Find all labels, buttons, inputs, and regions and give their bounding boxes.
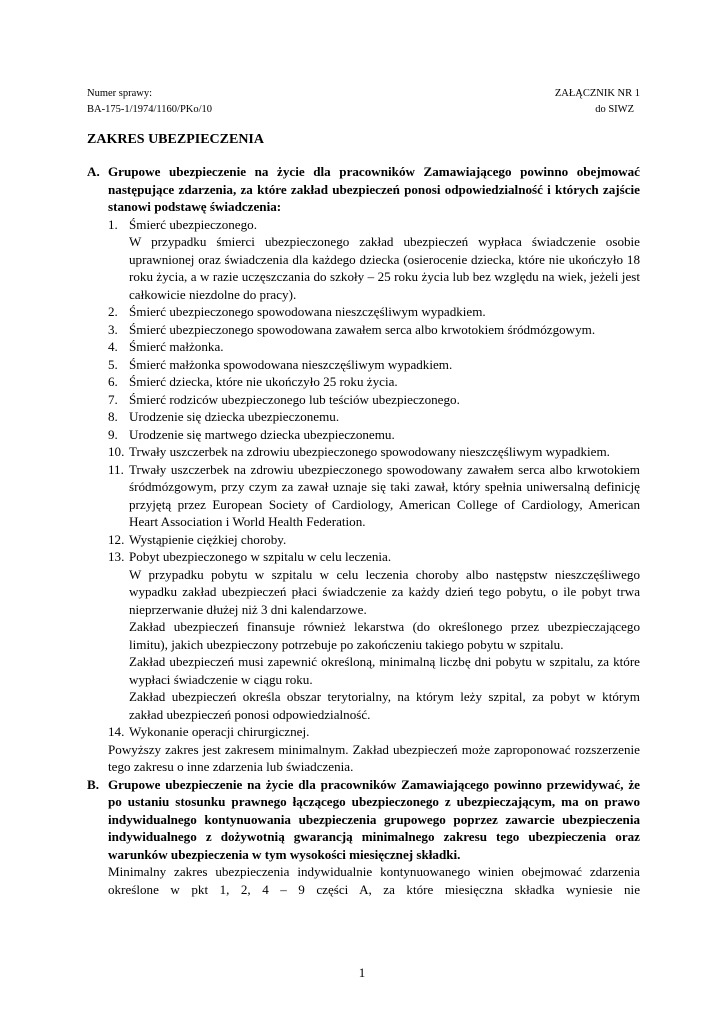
section-a-label: A. [87, 164, 100, 179]
list-item: 5. Śmierć małżonka spowodowana nieszczęśliwym wypadkiem. [108, 356, 453, 372]
list-item: 13. Pobyt ubezpieczonego w szpitalu w celu leczenia. W przypadku pobytu w szpitalu w celu leczenia choroby albo następstw nieszczęśliwego wypadku zakład ubezpieczeń płaci świadczenie za każdy dzień tego pobytu, o ile pobyt trwa nieprzerwanie dłużej niż 3 dni kalendarzowe. Zakład ubezpieczeń finansuje również lekarstwa (do określonego przez ubezpieczającego limitu), jakich ubezpieczony potrzebuje po zakończeniu takiego pobytu w szpitalu. Zakład ubezpieczeń musi zapewnić określoną, minimalną liczbę dni pobytu w szpitalu, za które wypłaci świadczenie w ciągu roku. Zakład ubezpieczeń określa obszar terytorialny, na którym leży szpital, za pobyt w którym zakład ubezpieczeń ponosi odpowiedzialność. [108, 549, 640, 722]
section-a [87, 163, 640, 776]
list-item: 11. Trwały uszczerbek na zdrowiu ubezpieczonego spowodowany zawałem serca albo krwotokiem śródmózgowym, przy czym za zawał uznaje się taki zawał, który spełnia uniwersalną definicję przyjętą przez European Society of Cardiology, American College of Cardiology, American Heart Association i World Health Federation. [108, 461, 640, 529]
list-item: 8. Urodzenie się dziecka ubezpieczonemu. [108, 409, 340, 424]
section-b-paragraph: Minimalny zakres ubezpieczenia indywidualnie kontynuowanego winien obejmować zdarzenia określone w pkt 1, 2, 4 – 9 części A, za które miesięczna składka wyniesie nie [108, 864, 640, 897]
list-item: 7. Śmierć rodziców ubezpieczonego lub teściów ubezpieczonego. [108, 391, 460, 407]
attachment-ref: do SIWZ [595, 104, 634, 115]
section-b-label: B. [87, 776, 100, 792]
list-item: 10. Trwały uszczerbek na zdrowiu ubezpieczonego spowodowany nieszczęśliwym wypadkiem. [108, 444, 610, 459]
list-item: 9. Urodzenie się martwego dziecka ubezpieczonemu. [108, 426, 395, 442]
list-item: 14. Wykonanie operacji chirurgicznej. [108, 724, 310, 739]
page-title: ZAKRES UBEZPIECZENIA [87, 132, 264, 147]
section-b [87, 776, 640, 899]
document-body [87, 163, 640, 898]
page-number: 1 [358, 965, 366, 980]
attachment-number: ZAŁĄCZNIK NR 1 [554, 88, 640, 99]
section-a-heading: Grupowe ubezpieczenie na życie dla pracowników Zamawiającego powinno obejmować następujące zdarzenia, za które zakład ubezpieczeń ponosi odpowiedzialność i których zajście stanowi podstawę świadczenia: [108, 164, 640, 214]
list-item: 1. Śmierć ubezpieczonego. W przypadku śmierci ubezpieczonego zakład ubezpieczeń wypłaca świadczenie osobie uprawnionej oraz świadczenia dla każdego dziecka (osierocenie dziecka, które nie ukończyło 18 roku życia, a w razie uczęszczania do szkoły – 25 roku życia lub bez względu na wiek, jeżeli jest całkowicie niezdolne do pracy). [108, 216, 640, 302]
section-b-heading: Grupowe ubezpieczenie na życie dla pracowników Zamawiającego powinno przewidywać, że po ustaniu stosunku prawnego łączącego ubezpieczonego z ubezpieczającym, ma on prawo indywidualnego kontynuowania ubezpieczenia grupowego poprzez zawarcie ubezpieczenia indywidualnego z dożywotnią gwarancją minimalnego zakresu tego ubezpieczenia oraz warunków ubezpieczenia w tym wysokości miesięcznej składki. [108, 776, 640, 862]
case-number-label: Numer sprawy: [87, 88, 153, 99]
section-a-closing: Powyższy zakres jest zakresem minimalnym. Zakład ubezpieczeń może zaproponować rozszerzenie tego zakresu o inne zdarzenia lub świadczenia. [108, 741, 640, 774]
list-item: 2. Śmierć ubezpieczonego spowodowana nieszczęśliwym wypadkiem. [108, 304, 486, 319]
list-item: 4. Śmierć małżonka. [108, 339, 224, 354]
list-item: 6. Śmierć dziecka, które nie ukończyło 25 roku życia. [108, 374, 398, 389]
case-number-value: BA-175-1/1974/1160/PKo/10 [87, 104, 213, 115]
attachment-block [520, 86, 640, 118]
list-item: 3. Śmierć ubezpieczonego spowodowana zawałem serca albo krwotokiem śródmózgowym. [108, 321, 596, 337]
list-item: 12. Wystąpienie ciężkiej choroby. [108, 531, 287, 547]
section-a-list [108, 216, 640, 741]
case-number-block [87, 86, 212, 118]
